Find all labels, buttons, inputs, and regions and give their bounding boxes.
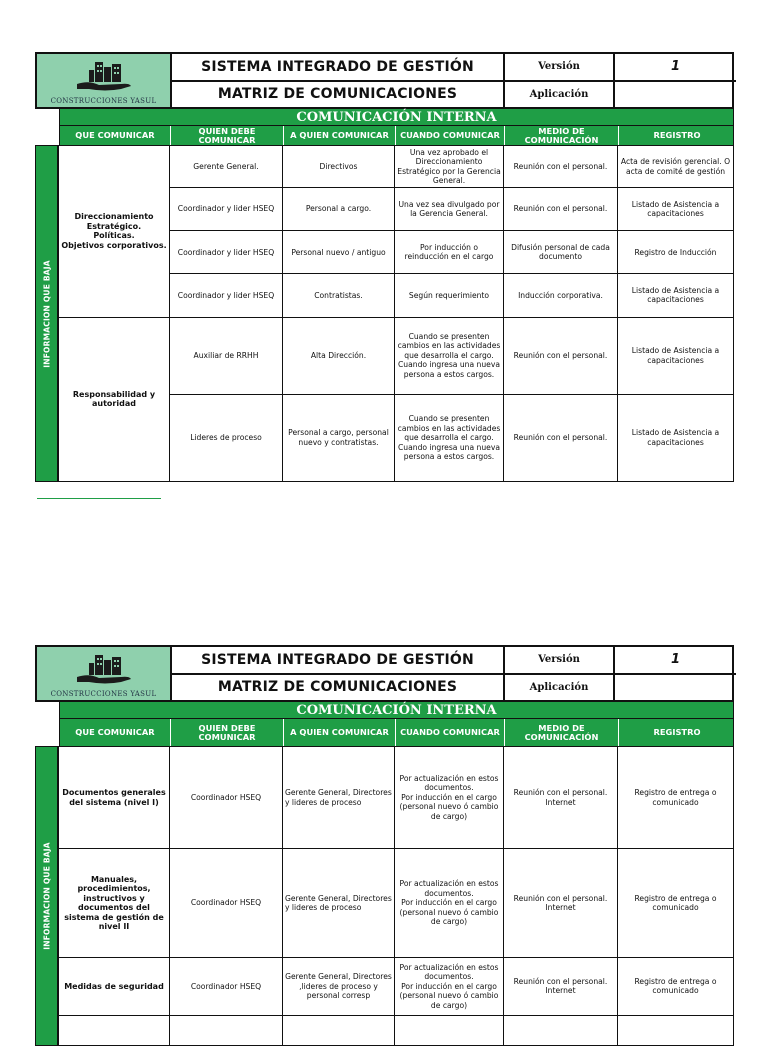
record-cell: Listado de Asistencia a capacitaciones [618,394,734,481]
document-page-2 [35,645,734,1046]
version-value: 1 [670,59,681,75]
side-label-bar [35,746,58,1046]
column-header: QUIEN DEBE COMUNICAR [171,126,284,145]
table-row [59,146,734,188]
column-header: A QUIEN COMUNICAR [284,126,396,145]
application-label: Aplicación [529,681,589,693]
side-label-bar [35,145,58,482]
who-cell: Coordinador HSEQ [170,957,283,1015]
document-title: MATRIZ DE COMUNICACIONES [217,679,458,696]
when-cell: Una vez sea divulgado por la Gerencia General. [395,188,504,231]
to-cell: Gerente General, Directores y lideres de proceso [283,747,395,849]
column-header: CUANDO COMUNICAR [396,719,505,746]
to-cell: Personal a cargo, personal nuevo y contratistas. [283,394,395,481]
topic-cell: Responsabilidad y autoridad [59,317,170,482]
section-title: COMUNICACIÓN INTERNA [59,109,734,126]
when-cell: Por actualización en estos documentos. Por inducción en el cargo (personal nuevo ó cambio de cargo) [395,849,504,957]
topic-cell: Medidas de seguridad [59,957,170,1015]
column-header: QUIEN DEBE COMUNICAR [171,719,284,746]
company-name: CONSTRUCCIONES YASUL [50,97,157,105]
document-page-1 [35,52,734,482]
when-cell: Por actualización en estos documentos. Por inducción en el cargo (personal nuevo ó cambio de cargo) [395,747,504,849]
document-header [35,52,734,109]
medium-cell: Reunión con el personal. [504,188,618,231]
application-label: Aplicación [529,88,589,100]
section-title: COMUNICACIÓN INTERNA [59,702,734,719]
who-cell: Coordinador y lider HSEQ [170,274,283,317]
topic-cell: Direccionamiento Estratégico. Políticas. Objetivos corporativos. [59,146,170,318]
who-cell: Coordinador HSEQ [170,849,283,957]
medium-cell: Inducción corporativa. [504,274,618,317]
column-header: CUANDO COMUNICAR [396,126,505,145]
who-cell: Auxiliar de RRHH [170,317,283,394]
document-title: MATRIZ DE COMUNICACIONES [217,86,458,103]
record-cell: Listado de Asistencia a capacitaciones [618,188,734,231]
when-cell: Cuando se presenten cambios en las actividades que desarrolla el cargo. Cuando ingresa una nueva persona a estos cargos. [395,317,504,394]
table-body [35,145,734,482]
topic-cell: Manuales, procedimientos, instructivos y documentos del sistema de gestión de nivel II [59,849,170,957]
divider-line [37,498,161,499]
side-label: INFORMACION QUE BAJA [42,842,51,950]
version-value: 1 [670,652,681,668]
medium-cell: Reunión con el personal. [504,146,618,188]
who-cell: Gerente General. [170,146,283,188]
column-header: REGISTRO [653,727,701,737]
column-header-row [59,126,734,145]
system-title: SISTEMA INTEGRADO DE GESTIÓN [201,651,474,668]
when-cell: Por inducción o reinducción en el cargo [395,231,504,274]
column-header: REGISTRO [653,130,701,140]
when-cell: Cuando se presenten cambios en las actividades que desarrolla el cargo. Cuando ingresa una nueva persona a estos cargos. [395,394,504,481]
medium-cell: Reunión con el personal. [504,394,618,481]
version-label: Versión [538,654,580,666]
column-header: QUE COMUNICAR [60,719,171,746]
company-name: CONSTRUCCIONES YASUL [50,690,157,698]
medium-cell: Reunión con el personal. [504,317,618,394]
record-cell: Registro de Inducción [618,231,734,274]
table-row [59,317,734,394]
company-logo [37,647,172,700]
medium-cell: Difusión personal de cada documento [504,231,618,274]
communications-table [58,145,734,482]
to-cell: Personal nuevo / antiguo [283,231,395,274]
document-header [35,645,734,702]
to-cell: Personal a cargo. [283,188,395,231]
who-cell: Coordinador y lider HSEQ [170,231,283,274]
column-header: MEDIO DE COMUNICACIÓN [505,719,619,746]
building-hand-icon [75,58,133,94]
column-header: QUE COMUNICAR [60,126,171,145]
record-cell: Acta de revisión gerencial. O acta de comité de gestión [618,146,734,188]
to-cell: Directivos [283,146,395,188]
communications-table [58,746,734,1046]
system-title: SISTEMA INTEGRADO DE GESTIÓN [201,58,474,75]
who-cell: Lideres de proceso [170,394,283,481]
medium-cell: Reunión con el personal. Internet [504,747,618,849]
column-header-row [59,719,734,746]
topic-cell: Documentos generales del sistema (nivel I) [59,747,170,849]
column-header: A QUIEN COMUNICAR [284,719,396,746]
table-row [59,1015,734,1045]
to-cell: Alta Dirección. [283,317,395,394]
company-logo [37,54,172,107]
side-label: INFORMACION QUE BAJA [42,259,51,368]
when-cell: Según requerimiento [395,274,504,317]
record-cell: Registro de entrega o comunicado [618,747,734,849]
when-cell: Por actualización en estos documentos. Por inducción en el cargo (personal nuevo ó cambio de cargo) [395,957,504,1015]
record-cell: Listado de Asistencia a capacitaciones [618,317,734,394]
to-cell: Gerente General, Directores ,lideres de proceso y personal corresp [283,957,395,1015]
who-cell: Coordinador HSEQ [170,747,283,849]
who-cell: Coordinador y lider HSEQ [170,188,283,231]
record-cell: Listado de Asistencia a capacitaciones [618,274,734,317]
record-cell: Registro de entrega o comunicado [618,849,734,957]
table-row [59,849,734,957]
table-body [35,746,734,1046]
medium-cell: Reunión con el personal. Internet [504,849,618,957]
table-row [59,957,734,1015]
to-cell: Gerente General, Directores y lideres de proceso [283,849,395,957]
to-cell: Contratistas. [283,274,395,317]
building-hand-icon [75,651,133,687]
medium-cell: Reunión con el personal. Internet [504,957,618,1015]
when-cell: Una vez aprobado el Direccionamiento Estratégico por la Gerencia General. [395,146,504,188]
table-row [59,747,734,849]
version-label: Versión [538,61,580,73]
column-header: MEDIO DE COMUNICACIÓN [505,126,619,145]
record-cell: Registro de entrega o comunicado [618,957,734,1015]
